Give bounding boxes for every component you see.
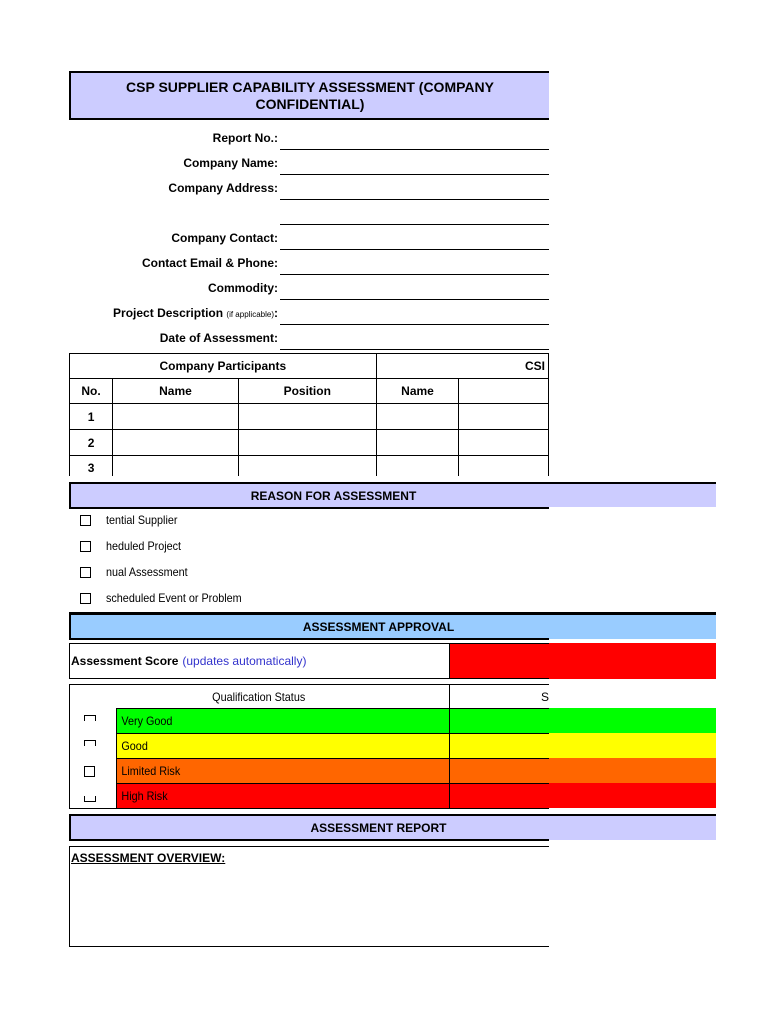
status-line bbox=[116, 733, 549, 734]
reason-option-label: nual Assessment bbox=[106, 565, 188, 579]
status-line bbox=[116, 758, 549, 759]
project-description-text: Project Description bbox=[113, 306, 224, 320]
score-value-bottom bbox=[449, 678, 549, 679]
participant-position-cell[interactable] bbox=[238, 404, 376, 430]
score-label: Assessment Score bbox=[71, 654, 179, 668]
status-checkbox-limited-risk[interactable] bbox=[84, 766, 95, 777]
column-position: Position bbox=[238, 379, 376, 404]
status-high-risk-label: High Risk bbox=[121, 788, 168, 803]
status-checkbox-very-good[interactable] bbox=[84, 715, 96, 721]
report-title: ASSESSMENT REPORT bbox=[310, 821, 447, 835]
reason-option-potential-supplier[interactable] bbox=[80, 511, 185, 529]
page-title-box bbox=[69, 71, 549, 120]
company-address-label: Company Address: bbox=[168, 181, 278, 195]
commodity-row bbox=[70, 275, 549, 300]
project-description-colon: : bbox=[274, 306, 278, 320]
status-checkbox-good[interactable] bbox=[84, 740, 96, 746]
column-no: No. bbox=[70, 379, 113, 404]
row-number-1: 1 bbox=[70, 404, 113, 430]
participant-name-cell[interactable] bbox=[113, 430, 239, 456]
project-description-note: (if applicable) bbox=[226, 310, 274, 319]
date-of-assessment-field[interactable] bbox=[280, 349, 549, 350]
reason-option-unscheduled-event[interactable] bbox=[80, 589, 257, 607]
company-address-row-2 bbox=[70, 200, 549, 225]
status-limited-risk-label: Limited Risk bbox=[121, 763, 181, 778]
qualification-header-right-text: S bbox=[540, 689, 549, 704]
company-name-row bbox=[70, 150, 549, 175]
overview-label: ASSESSMENT OVERVIEW: bbox=[71, 851, 226, 865]
status-very-good-row bbox=[116, 708, 716, 733]
csp-name-cell[interactable] bbox=[376, 404, 459, 430]
status-very-good-label: Very Good bbox=[121, 713, 173, 728]
project-description-row bbox=[70, 300, 549, 325]
status-good-label: Good bbox=[121, 738, 148, 753]
reason-band-bottom bbox=[69, 507, 549, 509]
status-checkbox-high-risk[interactable] bbox=[84, 796, 96, 802]
approval-band bbox=[69, 612, 716, 639]
participants-table bbox=[69, 353, 549, 476]
score-value-top bbox=[449, 643, 549, 644]
participant-name-cell[interactable] bbox=[113, 404, 239, 430]
column-name: Name bbox=[113, 379, 239, 404]
csp-name-cell[interactable] bbox=[376, 430, 459, 456]
report-no-label: Report No.: bbox=[212, 131, 278, 145]
row-number-3: 3 bbox=[70, 456, 113, 477]
participant-position-cell[interactable] bbox=[238, 456, 376, 477]
company-participants-header: Company Participants bbox=[70, 354, 377, 379]
participant-position-cell[interactable] bbox=[238, 430, 376, 456]
qualification-header bbox=[69, 684, 449, 709]
csp-extra-cell[interactable] bbox=[459, 430, 549, 456]
report-band-bottom bbox=[69, 839, 549, 841]
csp-extra-cell[interactable] bbox=[459, 404, 549, 430]
contact-email-label: Contact Email & Phone: bbox=[141, 256, 278, 270]
checkbox-icon[interactable] bbox=[80, 515, 91, 526]
participant-name-cell[interactable] bbox=[113, 456, 239, 477]
company-name-label: Company Name: bbox=[183, 156, 278, 170]
checkbox-icon[interactable] bbox=[80, 593, 91, 604]
csp-extra-cell[interactable] bbox=[459, 456, 549, 477]
participants-table-clip bbox=[69, 353, 549, 476]
date-of-assessment-row bbox=[70, 325, 549, 350]
row-number-2: 2 bbox=[70, 430, 113, 456]
status-good-row bbox=[116, 733, 716, 758]
report-no-row bbox=[70, 125, 549, 150]
status-high-risk-row bbox=[116, 783, 716, 808]
overview-box[interactable] bbox=[69, 846, 549, 947]
score-value-cell bbox=[449, 643, 716, 679]
column-csp-name: Name bbox=[376, 379, 459, 404]
checkbox-icon[interactable] bbox=[80, 541, 91, 552]
score-note: (updates automatically) bbox=[182, 654, 307, 668]
score-label-cell bbox=[69, 643, 449, 679]
column-csp-extra bbox=[459, 379, 549, 404]
status-line bbox=[116, 783, 549, 784]
csp-name-cell[interactable] bbox=[376, 456, 459, 477]
reason-option-label: scheduled Event or Problem bbox=[106, 591, 242, 605]
status-line bbox=[116, 708, 549, 709]
reason-band bbox=[69, 482, 716, 507]
company-address-row bbox=[70, 175, 549, 200]
qualification-header-text: Qualification Status bbox=[212, 689, 306, 704]
qualification-header-right bbox=[449, 684, 549, 709]
reason-option-label: heduled Project bbox=[106, 539, 182, 553]
project-description-label bbox=[113, 306, 278, 320]
commodity-label: Commodity: bbox=[208, 281, 278, 295]
contact-email-row bbox=[70, 250, 549, 275]
reason-option-scheduled-project[interactable] bbox=[80, 537, 189, 555]
reason-title: REASON FOR ASSESSMENT bbox=[250, 488, 417, 503]
page-title: CSP SUPPLIER CAPABILITY ASSESSMENT (COMPANY CONFIDENTIAL) bbox=[126, 78, 494, 112]
approval-title: ASSESSMENT APPROVAL bbox=[302, 620, 455, 634]
csp-participants-header: CSI bbox=[376, 354, 548, 379]
checkbox-icon[interactable] bbox=[80, 567, 91, 578]
report-band bbox=[69, 814, 716, 840]
company-contact-label: Company Contact: bbox=[171, 231, 278, 245]
reason-option-annual-assessment[interactable] bbox=[80, 563, 197, 581]
company-contact-row bbox=[70, 225, 549, 250]
reason-option-label: tential Supplier bbox=[106, 513, 178, 527]
status-limited-risk-row bbox=[116, 758, 716, 783]
date-of-assessment-label: Date of Assessment: bbox=[159, 331, 278, 345]
approval-band-bottom bbox=[69, 638, 549, 640]
